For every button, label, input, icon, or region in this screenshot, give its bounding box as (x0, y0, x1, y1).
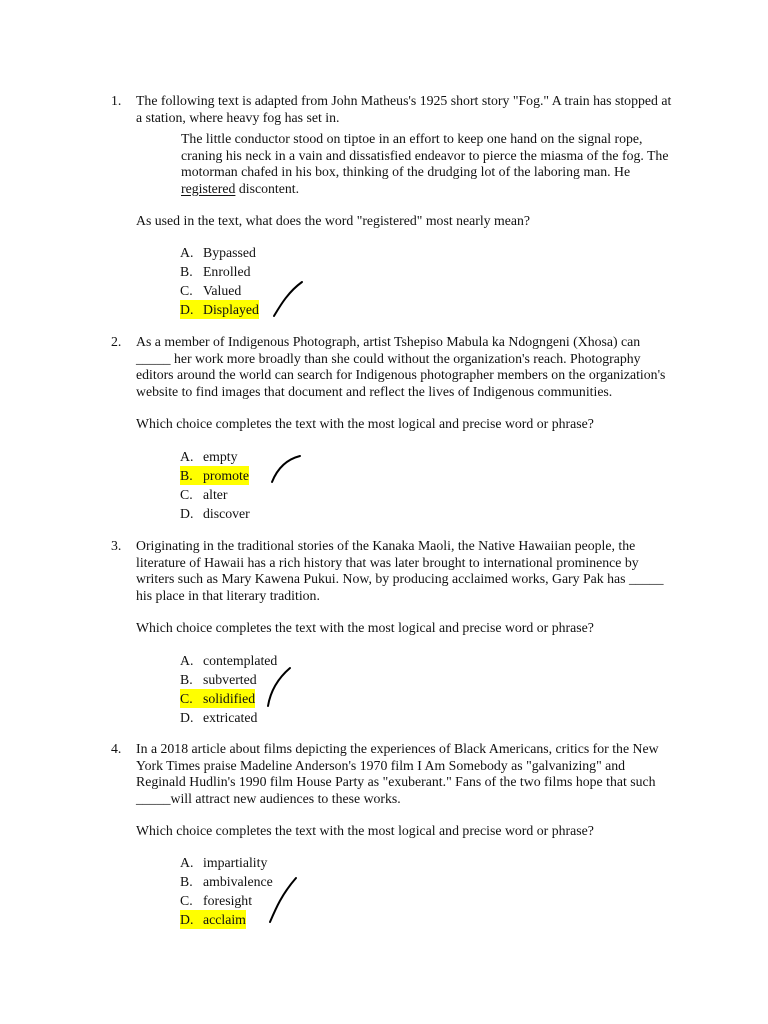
option-d[interactable] (180, 504, 250, 523)
answer-options (180, 243, 259, 319)
option-b-selected[interactable] (180, 466, 250, 485)
passage (181, 131, 676, 197)
option-letter: A. (180, 449, 194, 464)
option-text: extricated (203, 710, 258, 725)
option-text: subverted (203, 672, 257, 687)
option-a[interactable] (180, 243, 259, 262)
question-prompt: As used in the text, what does the word "registered" most nearly mean? (136, 213, 531, 228)
option-c[interactable] (180, 891, 273, 910)
option-letter: A. (180, 855, 194, 870)
question-prompt: Which choice completes the text with the most logical and precise word or phrase? (136, 823, 594, 838)
option-a[interactable] (180, 853, 273, 872)
question-number: 4. (111, 741, 122, 756)
option-b[interactable] (180, 262, 259, 281)
option-c[interactable] (180, 485, 250, 504)
passage-text-end: discontent. (235, 180, 300, 196)
check-mark-icon (264, 874, 302, 926)
passage-text: The little conductor stood on tiptoe in an effort to keep one hand on the signal rope, craning his neck in a vain and dissatisfied endeavor to pierce the miasma of the fog. The motorman chafed in his box, thinking of the drudging lot of the laboring man. He (181, 131, 669, 179)
option-text: alter (203, 487, 228, 502)
option-text: acclaim (203, 912, 246, 927)
option-letter: A. (180, 245, 194, 260)
option-letter: B. (180, 264, 193, 279)
option-text: Valued (203, 283, 242, 298)
option-text: Enrolled (203, 264, 251, 279)
option-letter: B. (180, 672, 193, 687)
option-letter: C. (180, 893, 193, 908)
option-a[interactable] (180, 447, 250, 466)
option-d-selected[interactable] (180, 910, 273, 929)
check-mark-icon (268, 278, 308, 320)
question-intro: The following text is adapted from John Matheus's 1925 short story "Fog." A train has stopped at a station, where heavy fog has set in. (136, 93, 672, 125)
option-letter: C. (180, 283, 193, 298)
option-text: solidified (203, 691, 256, 706)
check-mark-icon (262, 664, 296, 710)
option-text: contemplated (203, 653, 278, 668)
option-text: discover (203, 506, 250, 521)
option-text: Displayed (203, 302, 259, 317)
question-prompt: Which choice completes the text with the most logical and precise word or phrase? (136, 620, 594, 635)
question-text: As a member of Indigenous Photograph, artist Tshepiso Mabula ka Ndogngeni (Xhosa) can _____ her work more broadly than she could without the organization's reach. Photography editors around the world can search for Indigenous photographer members on the organization's website to find images that document and reflect the lives of Indigenous communities. (136, 334, 666, 399)
check-mark-icon (266, 450, 306, 486)
answer-options (180, 447, 250, 523)
option-d[interactable] (180, 708, 277, 727)
question-text: In a 2018 article about films depicting the experiences of Black Americans, critics for the New York Times praise Madeline Anderson's 1970 film I Am Somebody as "galvanizing" and Reginald Hudlin's 1990 film House Party as "exuberant." Fans of the two films hope that such _____will attract new audiences to these works. (136, 741, 659, 806)
option-letter: C. (180, 691, 193, 706)
option-d-selected[interactable] (180, 300, 259, 319)
option-text: promote (203, 468, 249, 483)
option-text: empty (203, 449, 238, 464)
question-prompt: Which choice completes the text with the most logical and precise word or phrase? (136, 416, 594, 431)
option-letter: D. (180, 710, 194, 725)
question-number: 3. (111, 538, 122, 553)
option-letter: D. (180, 506, 194, 521)
option-c[interactable] (180, 281, 259, 300)
option-text: foresight (203, 893, 253, 908)
option-b[interactable] (180, 872, 273, 891)
option-letter: B. (180, 468, 193, 483)
option-letter: B. (180, 874, 193, 889)
option-letter: D. (180, 912, 194, 927)
question-number: 1. (111, 93, 122, 108)
question-number: 2. (111, 334, 122, 349)
option-letter: A. (180, 653, 194, 668)
option-letter: D. (180, 302, 194, 317)
underlined-word: registered (181, 180, 236, 196)
answer-options (180, 853, 273, 929)
option-text: Bypassed (203, 245, 256, 260)
option-text: ambivalence (203, 874, 273, 889)
option-text: impartiality (203, 855, 268, 870)
option-letter: C. (180, 487, 193, 502)
question-text: Originating in the traditional stories of the Kanaka Maoli, the Native Hawaiian people, the literature of Hawaii has a rich history that was later brought to international prominence by writers such as Mary Kawena Pukui. Now, by producing acclaimed works, Gary Pak has _____ his place in that literary tradition. (136, 538, 664, 603)
